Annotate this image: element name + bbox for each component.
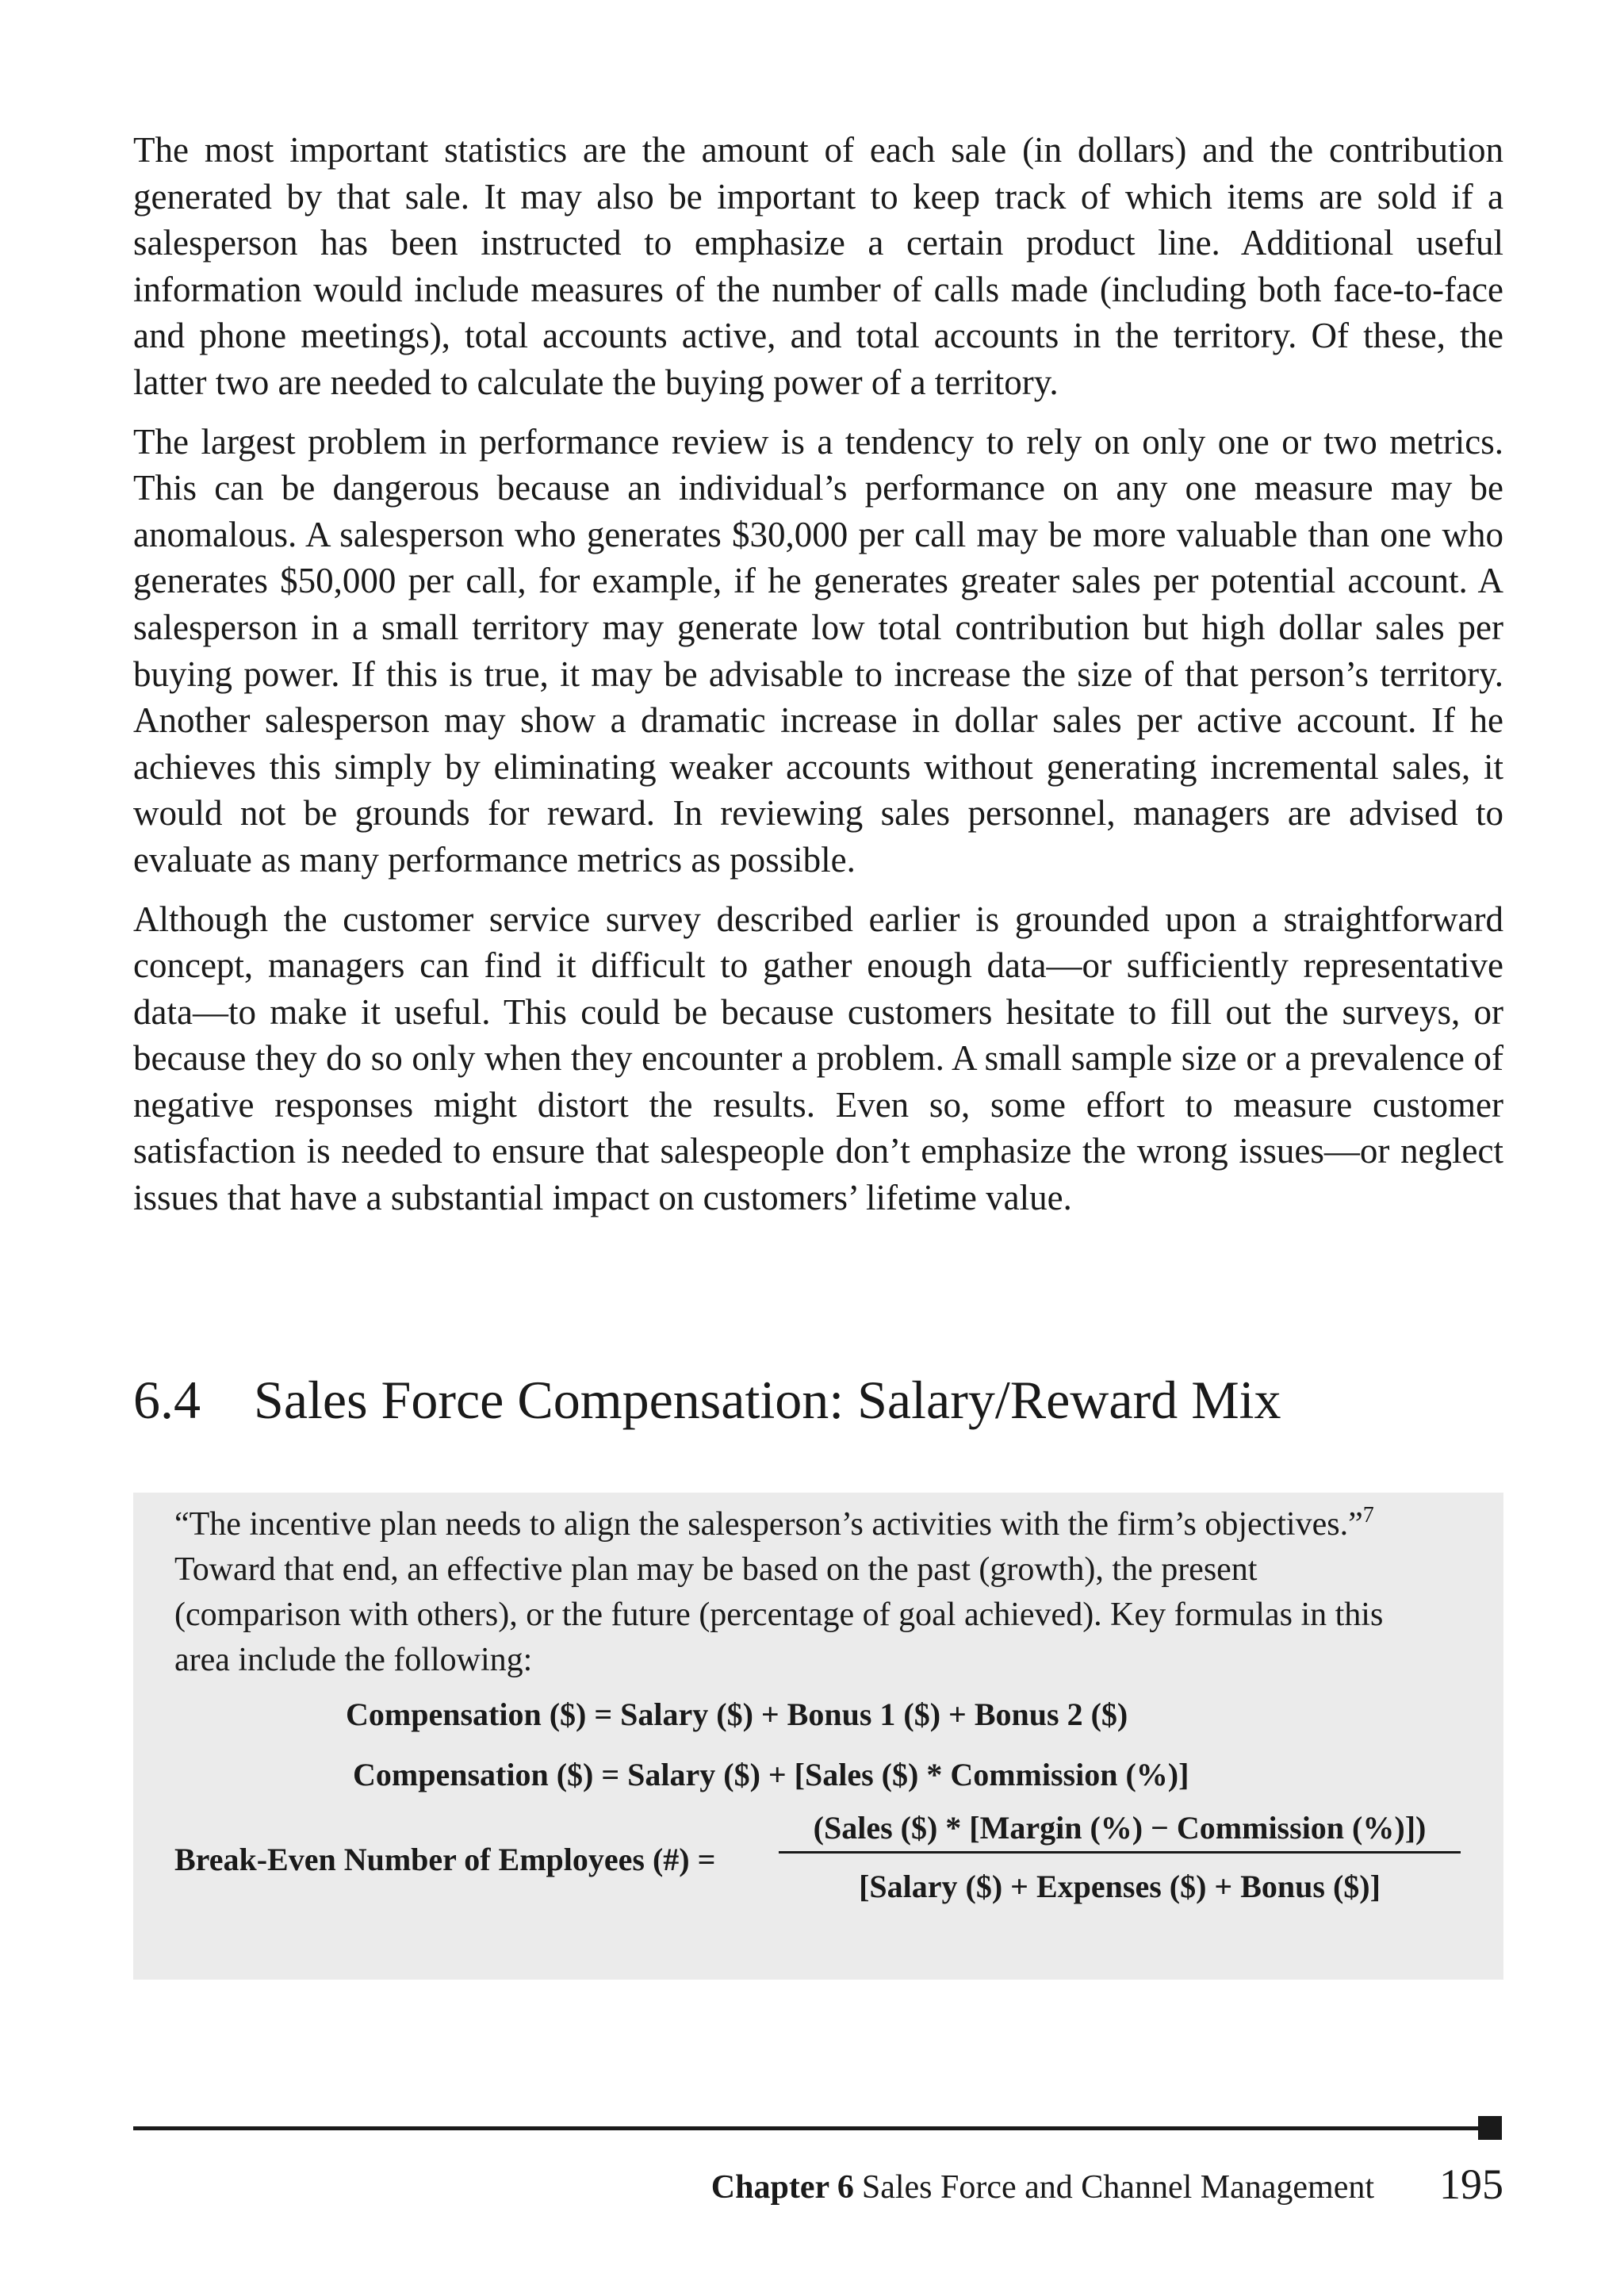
paragraph-performance-review: The largest problem in performance review is a tendency to rely on only one or two metrics. This can be dangerous because an individual’s performance on any one measure may be anomalous. A salesperson who generates $30,000 per call may be more valuable than one who generates $50,000 per call, for example, if he generates greater sales per potential account. A salesperson in a small territory may generate low total contribution but high dollar sales per buying power. If this is true, it may be advisable to increase the size of that person’s territory. Another salesperson may show a dramatic increase in dollar sales per active account. If he achieves this simply by eliminating weaker accounts without generating incremental sales, it would not be grounds for reward. In reviewing sales personnel, managers are advised to evaluate as many performance metrics as possible. bbox=[133, 421, 1503, 880]
formula-break-even-label: Break-Even Number of Employees (#) = bbox=[174, 1842, 716, 1877]
section-title: Sales Force Compensation: Salary/Reward Mix bbox=[254, 1370, 1281, 1430]
section-heading bbox=[133, 1368, 1281, 1432]
footer-square-marker bbox=[1478, 2116, 1502, 2140]
chapter-label: Chapter 6 bbox=[710, 2169, 854, 2206]
page-number: 195 bbox=[1439, 2160, 1503, 2208]
fraction-bar bbox=[779, 1851, 1461, 1854]
keybox-intro bbox=[174, 1502, 1431, 1683]
formula-compensation-commission: Compensation ($) = Salary ($) + [Sales ($) * Commission (%)] bbox=[353, 1757, 1189, 1792]
formula-break-even-numerator: (Sales ($) * [Margin (%) − Commission (%)]) bbox=[813, 1810, 1427, 1846]
footer-rule bbox=[133, 2126, 1491, 2130]
body-text bbox=[133, 127, 1503, 1234]
intro-text: Toward that end, an effective plan may be based on the past (growth), the present (comparison with others), or the future (percentage of goal achieved). Key formulas in this area include the following: bbox=[174, 1551, 1384, 1678]
formula-break-even-denominator: [Salary ($) + Expenses ($) + Bonus ($)] bbox=[859, 1869, 1381, 1904]
chapter-title: Sales Force and Channel Management bbox=[861, 2169, 1374, 2206]
footnote-reference: 7 bbox=[1362, 1503, 1374, 1528]
paragraph-customer-survey: Although the customer service survey described earlier is grounded upon a straightforward concept, managers can find it difficult to gather enough data—or sufficiently representative data—to make it useful. This could be because customers hesitate to fill out the surveys, or because they do so only when they encounter a problem. A small sample size or a prevalence of negative responses might distort the results. Even so, some effort to measure customer satisfaction is needed to ensure that salespeople don’t emphasize the wrong issues—or neglect issues that have a substantial impact on customers’ lifetime value. bbox=[133, 899, 1503, 1218]
running-footer bbox=[711, 2167, 1374, 2208]
intro-quote: “The incentive plan needs to align the salesperson’s activities with the firm’s objectives.” bbox=[174, 1506, 1363, 1543]
section-number: 6.4 bbox=[133, 1370, 201, 1430]
paragraph-statistics: The most important statistics are the amount of each sale (in dollars) and the contribution generated by that sale. It may also be important to keep track of which items are sold if a salesperson has been instructed to emphasize a certain product line. Additional useful information would include measures of the number of calls made (including both face-to-face and phone meetings), total accounts active, and total accounts in the territory. Of these, the latter two are needed to calculate the buying power of a territory. bbox=[133, 130, 1503, 402]
key-formulas-box bbox=[133, 1493, 1503, 1980]
formula-compensation-bonus: Compensation ($) = Salary ($) + Bonus 1 ($) + Bonus 2 ($) bbox=[346, 1696, 1128, 1732]
